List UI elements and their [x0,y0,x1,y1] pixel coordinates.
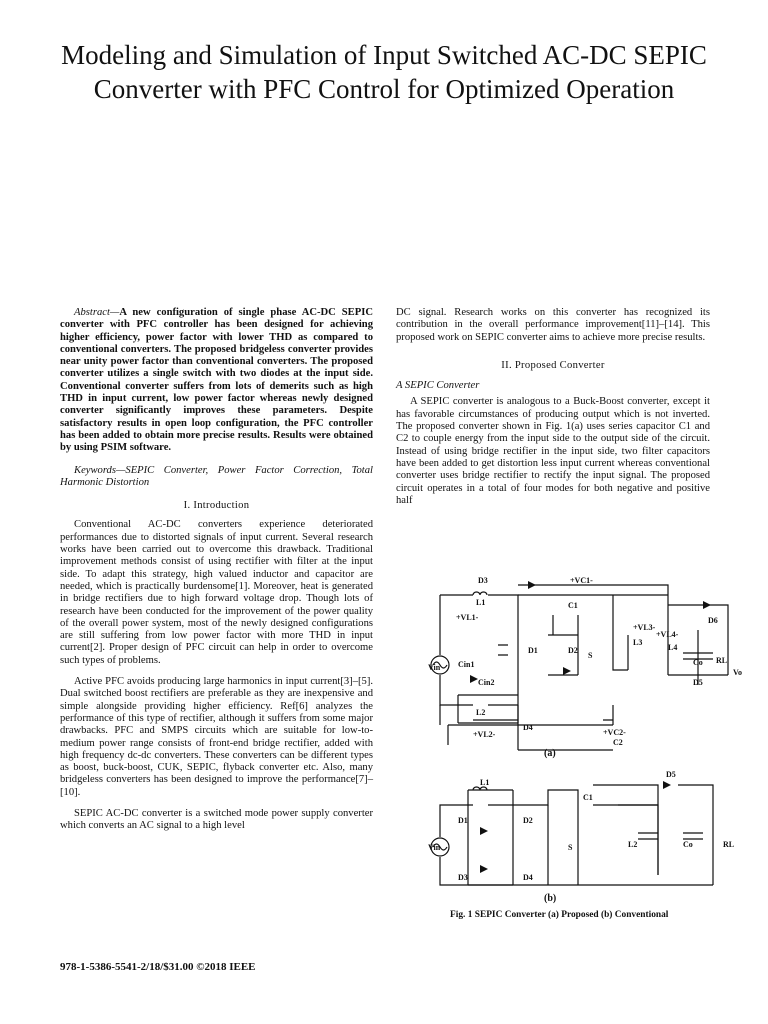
circuit-label: D2 [523,816,533,825]
circuit-label: D1 [458,816,468,825]
circuit-label: D1 [528,646,538,655]
circuit-label: Cin2 [478,678,495,687]
intro-paragraph-2: Active PFC avoids producing large harmonics in input current[3]–[5]. Dual switched boost rectifiers are preferable as they are inexpensive and simple alongside providing higher efficiency. Ref[6] analyzes the performance of this type of rectifier, although it suffers from some major drawbacks. PFC and SMPS circuits which are suitable for low-to-medium power range consists of front-end bridge rectifier, added with high frequency dc-dc converters. These converters can be different types as boost, buck-boost, CUK, SEPIC, flyback converter etc. Also, many bridgeless converters has been designed to improve the performance[7]–[10]. [60,676,373,798]
left-column [60,307,373,833]
intro-paragraph-3: SEPIC AC-DC converter is a switched mode power supply converter which converts an AC signal to a high level [60,807,373,832]
circuit-label: +VL2- [473,730,496,739]
circuit-label: C2 [613,738,623,747]
circuit-label: D6 [708,616,718,625]
circuit-label: Vo [733,668,743,677]
subsection-a: A SEPIC Converter [396,380,480,392]
circuit-label: +VL3- [633,623,656,632]
figure-label-b: (b) [544,893,557,904]
circuit-label: Co [693,658,703,667]
circuit-label: RL [723,840,735,849]
abstract-text: A new configuration of single phase AC-DC SEPIC converter with PFC controller has been designed for achieving higher efficiency, power factor with lower THD as compared to conventional converters. The proposed bridgeless converter provides near unity power factor than conventional converters. The proposed converter utilizes a single switch with two diodes at the input side. Conventional converter suffers from lots of demerits such as high THD in input current, low power factor whereas newly designed converter significantly improves these parameters. Despite satisfactory results in open loop configuration, the PFC controller has been added to obtain more precise results. Results were obtained by using PSIM software. [60,307,373,454]
footer-copyright: 978-1-5386-5541-2/18/$31.00 ©2018 IEEE [60,961,256,973]
keywords: Keywords—SEPIC Converter, Power Factor Correction, Total Harmonic Distortion [60,464,373,488]
intro-paragraph-1: Conventional AC-DC converters experience deteriorated performances due to distorted signals of input current. Several research works have been carried out to overcome this drawback. Traditional improvement methods consist of using rectifier with filter at the input side. To adapt this strategy, high valued inductor and capacitor are needed, which is practically burdensome[1]. Moreover, heat is generated in bridge rectifiers due to high forward voltage drop. Though lots of research have been conducted for the improvement of the power quality of the overall power system, most of the newly designed configurations are still suffering from low power factor with more THD in input current[2]. Proper design of PFC circuit can help in order to overcome such types of problems. [60,519,373,666]
circuit-label: D5 [693,678,703,687]
right-column [396,307,710,507]
right-paragraph-1: DC signal. Research works on this converter has recognized its contribution in the overall performance improvement[11]–[14]. This proposed work on SEPIC converter aims to achieve more precise results. [396,307,710,343]
circuit-label: L2 [628,840,638,849]
circuit-label: +VC1- [570,576,593,585]
circuit-diagrams [428,575,748,930]
circuit-label: RL [716,656,728,665]
circuit-label: Cin1 [458,660,475,669]
circuit-label: C1 [583,793,593,802]
circuit-label: Vin [428,843,441,852]
circuit-label: C1 [568,601,578,610]
circuit-label: L1 [476,598,486,607]
circuit-label: +VC2- [603,728,626,737]
paper-title: Modeling and Simulation of Input Switched AC-DC SEPIC Converter with PFC Control for Optimized Operation [61,40,707,104]
circuit-label: L1 [480,778,490,787]
abstract [60,307,373,455]
intro-heading: I. Introduction [183,500,250,512]
figure-label-a: (a) [544,748,556,759]
circuit-label: L4 [668,643,678,652]
circuit-label: S [568,843,573,852]
circuit-label: Co [683,840,693,849]
circuit-label: D4 [523,723,533,732]
circuit-label: D3 [458,873,468,882]
figure-1 [428,575,748,930]
circuit-label: D4 [523,873,533,882]
circuit-label: +VL1- [456,613,479,622]
circuit-label: D5 [666,770,676,779]
circuit-label: L2 [476,708,486,717]
right-paragraph-2: A SEPIC converter is analogous to a Buck-Boost converter, except it has favorable circumstances of producing output which is not inverted. The proposed converter shown in Fig. 1(a) uses series capacitor C1 and C2 to couple energy from the input side to the output side of the circuit. Instead of using bridge rectifier in the input side, two filter capacitors have been added to get distortion less input current whereas conventional converter uses bridge rectifier to rectify the input signal. The proposed circuit operates in a total of four modes for both negative and positive half [396,396,710,506]
circuit-label: D2 [568,646,578,655]
abstract-label: Abstract— [74,307,120,318]
circuit-label: S [588,651,593,660]
circuit-label: +VL4- [656,630,679,639]
proposed-heading: II. Proposed Converter [501,359,605,371]
figure-caption: Fig. 1 SEPIC Converter (a) Proposed (b) Conventional [450,910,669,920]
circuit-label: D3 [478,576,488,585]
circuit-label: L3 [633,638,643,647]
circuit-label: Vin [428,663,441,672]
